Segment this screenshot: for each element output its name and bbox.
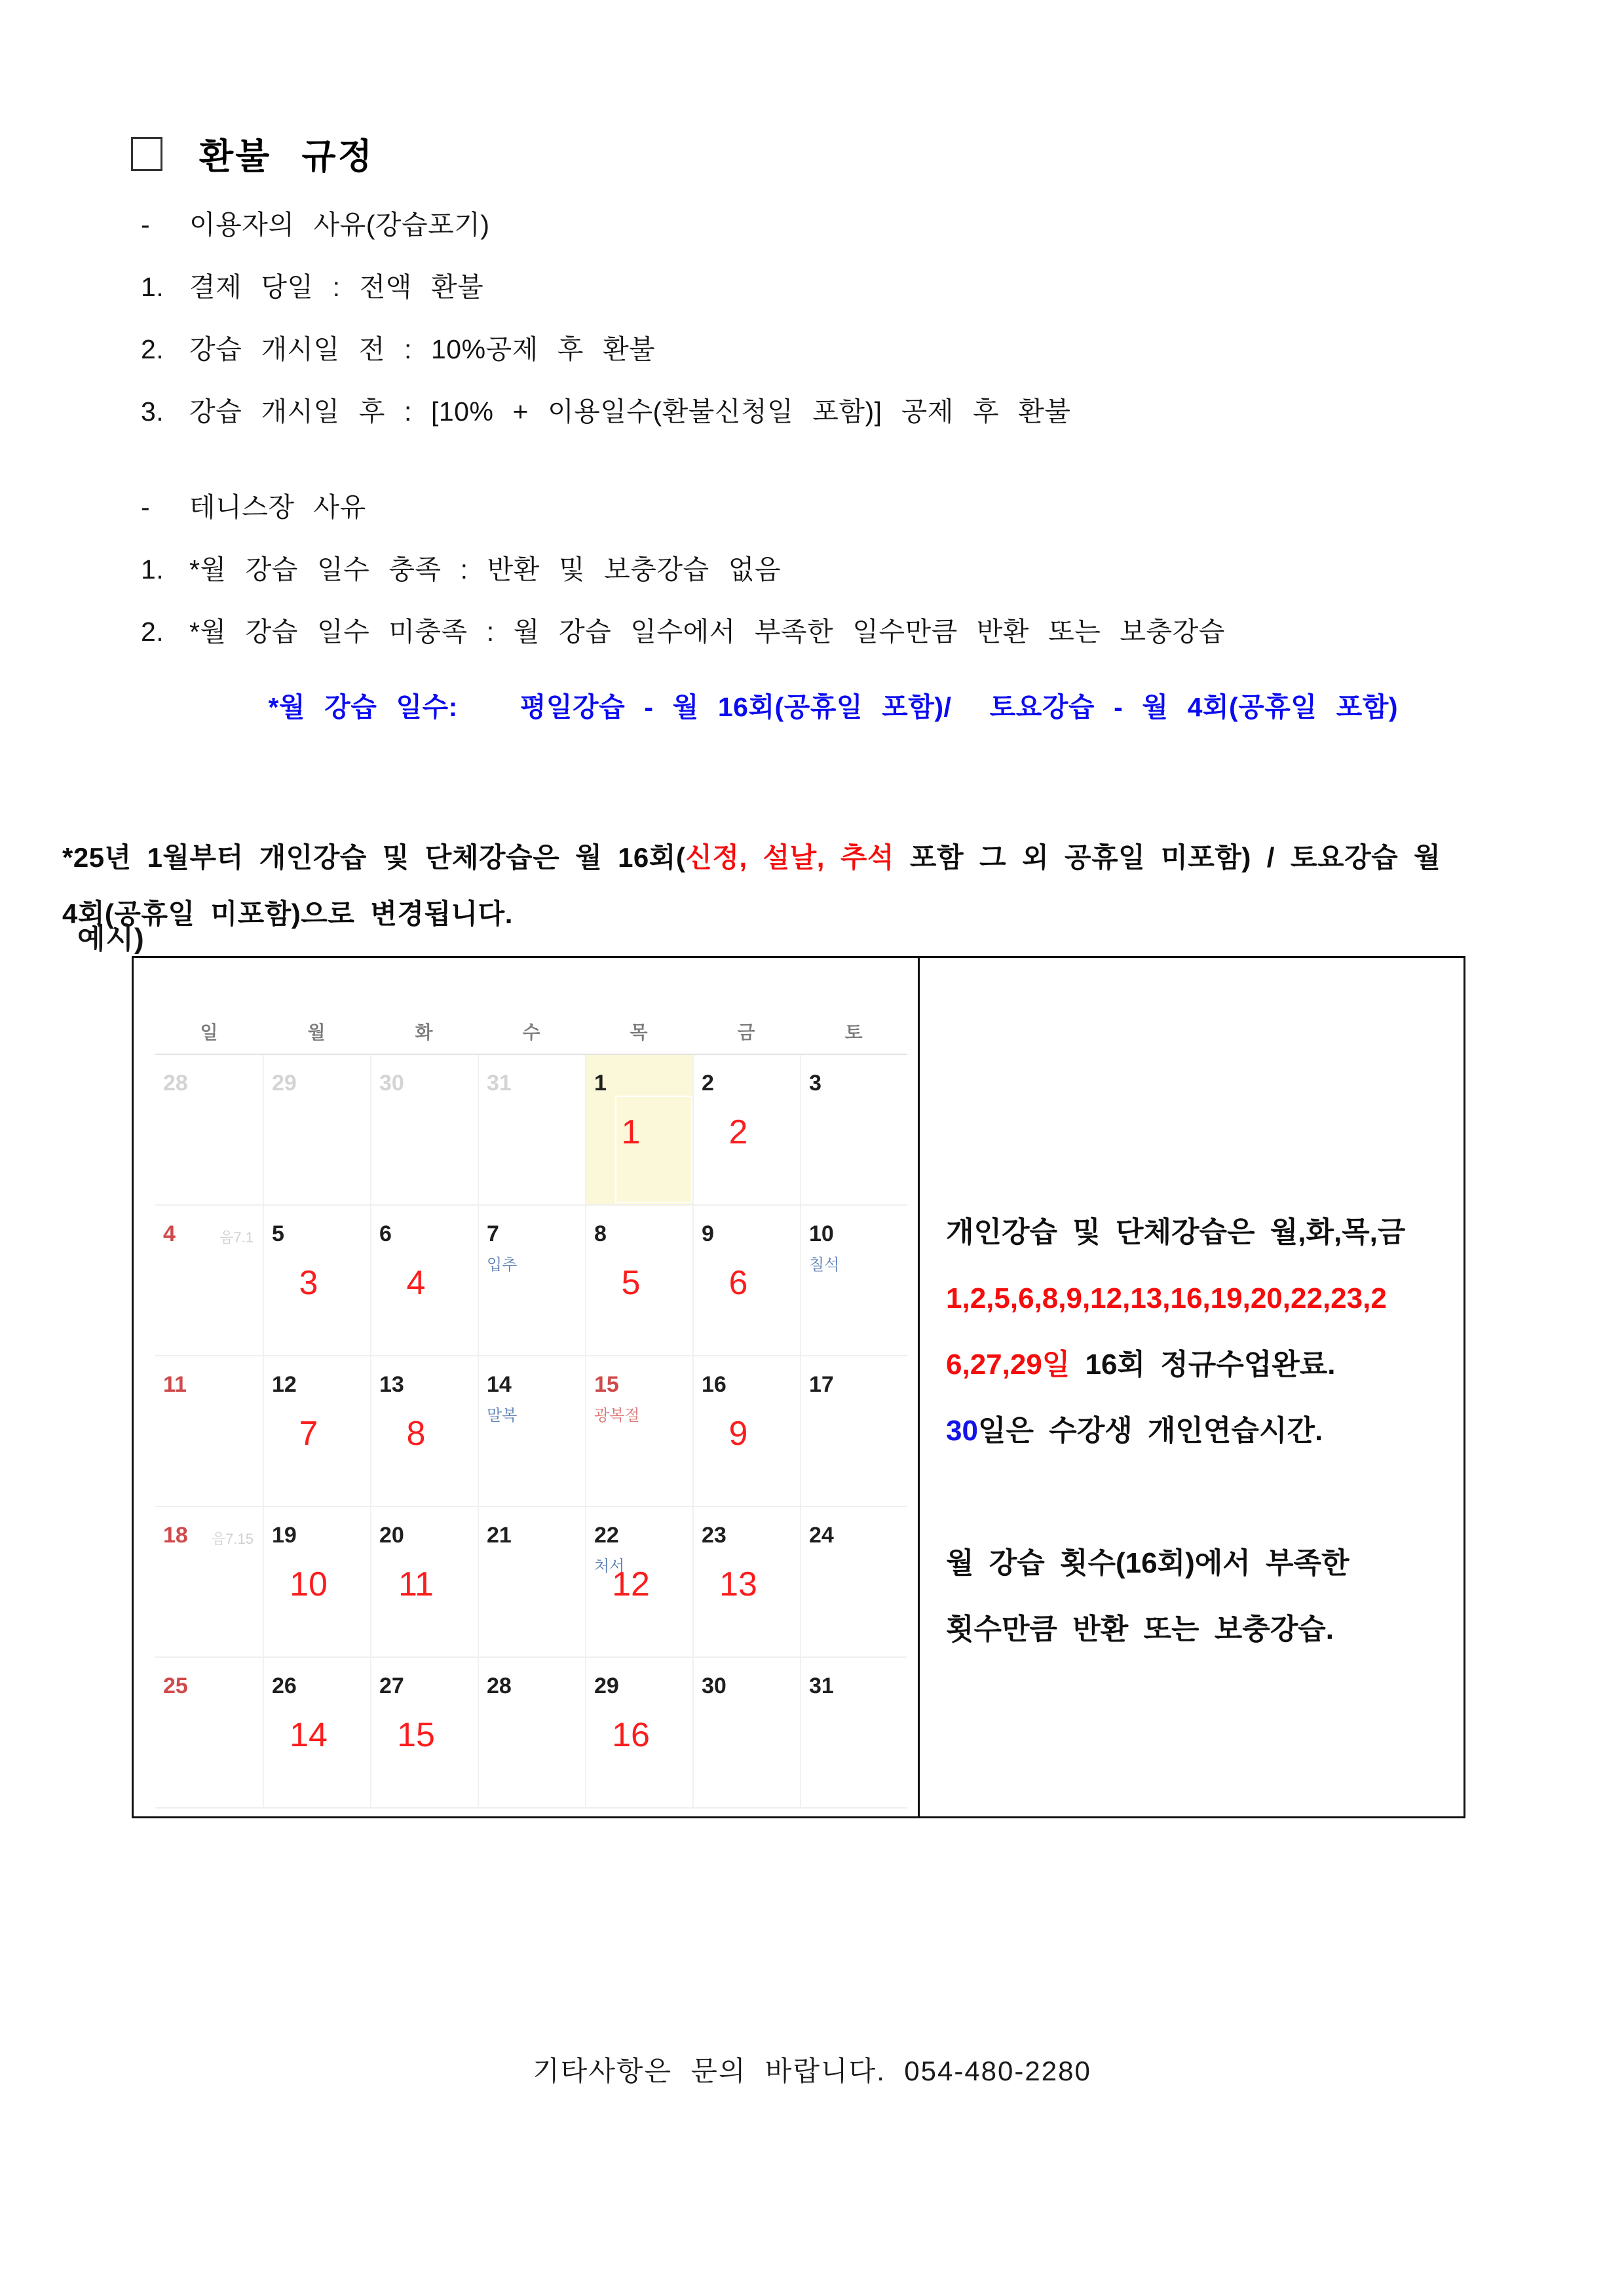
day-number: 21: [487, 1523, 512, 1548]
lesson-count: 6: [728, 1264, 748, 1302]
day-number: 2: [702, 1071, 714, 1096]
panel-line: [946, 1464, 1448, 1530]
calendar-pane: [134, 958, 920, 1816]
day-number: 26: [272, 1674, 297, 1698]
calendar-day-cell: [692, 1206, 800, 1355]
holiday-label: 광복절: [594, 1407, 640, 1425]
calendar-day-cell: [585, 1055, 692, 1204]
day-number: 20: [379, 1523, 404, 1548]
lesson-count: 4: [406, 1264, 426, 1302]
lesson-count: 9: [728, 1415, 748, 1453]
checkbox-icon: [131, 137, 162, 171]
calendar-day-cell: [370, 1356, 478, 1506]
day-number: 31: [487, 1071, 512, 1096]
lesson-count: 12: [612, 1565, 650, 1603]
page-title: 환불 규정: [199, 137, 374, 176]
contact-footer: 기타사항은 문의 바랍니다. 054-480-2280: [533, 2056, 1091, 2086]
day-number: 18: [163, 1523, 188, 1548]
rule-text: *월 강습 일수 미충족 : 월 강습 일수에서 부족한 일수만큼 반환 또는 보충강습: [189, 617, 1225, 647]
calendar-day-cell: [478, 1055, 585, 1204]
day-number: 30: [379, 1071, 404, 1096]
calendar-day-cell: [585, 1507, 692, 1656]
panel-line: [946, 1331, 1448, 1398]
calendar-day-cell: [370, 1507, 478, 1656]
calendar-day-cell: [585, 1206, 692, 1355]
day-number: 4: [163, 1221, 176, 1246]
calendar-day-cell: [800, 1206, 907, 1355]
weekday-label: 월: [307, 1022, 326, 1043]
example-label: 예시): [77, 923, 145, 955]
calendar-day-cell: [478, 1507, 585, 1656]
lesson-count: 7: [299, 1415, 318, 1453]
rule-line: [141, 333, 1545, 366]
panel-text-segment: 6,27,29일: [946, 1349, 1070, 1381]
rule-text: *월 강습 일수 충족 : 반환 및 보충강습 없음: [189, 554, 781, 584]
weekday-label: 화: [415, 1022, 433, 1043]
day-number: 1: [594, 1071, 607, 1096]
lesson-count: 16: [612, 1716, 650, 1754]
day-number: 17: [809, 1372, 834, 1397]
day-number: 31: [809, 1674, 834, 1698]
calendar-day-cell: [800, 1055, 907, 1204]
day-number: 29: [272, 1071, 297, 1096]
day-number: 8: [594, 1221, 607, 1246]
rule-line: [141, 395, 1545, 428]
notice-line2: 4회(공휴일 미포함)으로 변경됩니다.: [62, 898, 513, 929]
calendar-week-row: [155, 1356, 907, 1507]
calendar-side-note-pane: [920, 958, 1463, 1816]
lesson-count: 11: [398, 1565, 434, 1603]
calendar-day-cell: [263, 1658, 370, 1807]
rule-marker: -: [141, 210, 151, 240]
panel-line: [946, 1265, 1448, 1331]
lesson-count: 15: [397, 1716, 435, 1754]
panel-text-segment: 일은 수강생 개인연습시간.: [977, 1415, 1323, 1447]
rule-text: 테니스장 사유: [189, 492, 366, 522]
calendar-day-cell: [155, 1658, 263, 1807]
day-number: 28: [163, 1071, 188, 1096]
rule-text: 이용자의 사유(강습포기): [189, 210, 490, 240]
lunar-date-label: 음7.15: [211, 1531, 254, 1547]
calendar-day-cell: [478, 1356, 585, 1506]
weekday-header-row: [155, 958, 907, 1055]
calendar-day-cell: [692, 1356, 800, 1506]
lesson-count: 14: [290, 1716, 328, 1754]
calendar-day-cell: [692, 1055, 800, 1204]
day-number: 15: [594, 1372, 619, 1397]
calendar-day-cell: [800, 1507, 907, 1656]
calendar-grid: [155, 958, 907, 1808]
rule-marker: 2.: [141, 334, 164, 364]
lesson-count: 8: [406, 1415, 426, 1453]
day-number: 11: [163, 1372, 187, 1397]
panel-line: [946, 1398, 1448, 1464]
calendar-day-cell: [263, 1356, 370, 1506]
lesson-count: 3: [299, 1264, 318, 1302]
lesson-count: 2: [728, 1113, 748, 1151]
rule-marker: 1.: [141, 554, 164, 584]
lunar-date-label: 음7.1: [219, 1229, 254, 1246]
notice-text-suffix: 포함 그 외 공휴일 미포함) / 토요강습 월: [894, 842, 1441, 873]
day-number: 9: [702, 1221, 714, 1246]
calendar-day-cell: [692, 1658, 800, 1807]
day-number: 5: [272, 1221, 284, 1246]
weekday-label: 토: [844, 1022, 863, 1043]
day-number: 16: [702, 1372, 727, 1397]
calendar-day-cell: [155, 1356, 263, 1506]
day-number: 25: [163, 1674, 188, 1698]
calendar-day-cell: [800, 1658, 907, 1807]
calendar-day-cell: [263, 1206, 370, 1355]
rules-list: [141, 208, 1545, 648]
rule-line: [141, 491, 1545, 524]
day-number: 24: [809, 1523, 834, 1548]
day-number: 29: [594, 1674, 619, 1698]
panel-line: [946, 1530, 1448, 1596]
day-number: 30: [702, 1674, 727, 1698]
notice-holidays-red: 신정, 설날, 추석: [685, 842, 894, 873]
calendar-day-cell: [585, 1356, 692, 1506]
calendar-day-cell: [155, 1206, 263, 1355]
policy-change-notice: [62, 830, 1572, 942]
title-row: [131, 128, 374, 179]
holiday-label: 처서: [594, 1558, 625, 1575]
calendar-day-cell: [370, 1206, 478, 1355]
day-number: 12: [272, 1372, 297, 1397]
rule-line: [141, 615, 1545, 648]
calendar-day-cell: [370, 1658, 478, 1807]
rule-text: 강습 개시일 후 : [10% + 이용일수(환불신청일 포함)] 공제 후 환불: [189, 396, 1071, 427]
rule-marker: -: [141, 492, 151, 522]
day-number: 10: [809, 1221, 834, 1246]
day-number: 27: [379, 1674, 404, 1698]
day-number: 22: [594, 1523, 619, 1548]
calendar-week-row: [155, 1507, 907, 1658]
calendar-weeks: [155, 1055, 907, 1808]
rule-text: 결제 당일 : 전액 환불: [189, 272, 484, 302]
panel-text-segment: 개인강습 및 단체강습은 월,화,목,금: [946, 1216, 1406, 1248]
day-number: 23: [702, 1523, 727, 1548]
panel-line: [946, 1199, 1448, 1265]
refund-rules-section: [141, 208, 1545, 756]
calendar-week-row: [155, 1055, 907, 1206]
calendar-week-row: [155, 1206, 907, 1356]
holiday-label: 입추: [487, 1256, 518, 1274]
panel-text-segment: 1,2,5,6,8,9,12,13,16,19,20,22,23,2: [946, 1282, 1387, 1314]
weekday-label: 수: [522, 1022, 540, 1043]
monthly-count-value: 평일강습 - 월 16회(공휴일 포함)/ 토요강습 - 월 4회(공휴일 포함): [519, 692, 1398, 722]
rule-marker: 3.: [141, 396, 164, 427]
rule-marker: 2.: [141, 617, 164, 647]
calendar-day-cell: [800, 1356, 907, 1506]
example-calendar-box: [132, 956, 1465, 1818]
calendar-day-cell: [370, 1055, 478, 1204]
calendar-day-cell: [478, 1658, 585, 1807]
monthly-count-label: *월 강습 일수:: [268, 692, 458, 722]
panel-text-segment: 30: [946, 1415, 978, 1447]
day-number: 19: [272, 1523, 297, 1548]
weekday-label: 일: [200, 1022, 218, 1043]
day-number: 6: [379, 1221, 392, 1246]
calendar-day-cell: [263, 1507, 370, 1656]
lesson-count: 10: [290, 1565, 328, 1603]
holiday-label: 칠석: [809, 1256, 840, 1274]
panel-line: [946, 1596, 1448, 1662]
lesson-count: 13: [719, 1565, 757, 1603]
day-number: 7: [487, 1221, 499, 1246]
panel-text-segment: 16회 정규수업완료.: [1070, 1349, 1336, 1381]
today-selection-outline: [615, 1096, 692, 1203]
rule-line: [141, 208, 1545, 241]
rule-line: [141, 553, 1545, 586]
panel-text-segment: 월 강습 횟수(16회)에서 부족한: [946, 1547, 1350, 1579]
panel-text-segment: 횟수만큼 반환 또는 보충강습.: [946, 1613, 1334, 1645]
day-number: 14: [487, 1372, 512, 1397]
calendar-day-cell: [585, 1658, 692, 1807]
calendar-day-cell: [478, 1206, 585, 1355]
notice-text: *25년 1월부터 개인강습 및 단체강습은 월 16회(: [62, 842, 686, 873]
holiday-label: 말복: [487, 1407, 518, 1425]
lesson-count: 1: [621, 1113, 641, 1151]
calendar-day-cell: [692, 1507, 800, 1656]
calendar-day-cell: [155, 1055, 263, 1204]
weekday-label: 목: [630, 1022, 648, 1043]
lesson-count: 5: [621, 1264, 641, 1302]
rule-text: 강습 개시일 전 : 10%공제 후 환불: [189, 334, 656, 364]
day-number: 3: [809, 1071, 821, 1096]
weekday-label: 금: [737, 1022, 755, 1043]
rule-marker: 1.: [141, 272, 164, 302]
calendar-week-row: [155, 1658, 907, 1808]
monthly-count-note: [141, 658, 1545, 756]
day-number: 13: [379, 1372, 404, 1397]
calendar-day-cell: [155, 1507, 263, 1656]
rule-line: [141, 271, 1545, 303]
day-number: 28: [487, 1674, 512, 1698]
calendar-day-cell: [263, 1055, 370, 1204]
